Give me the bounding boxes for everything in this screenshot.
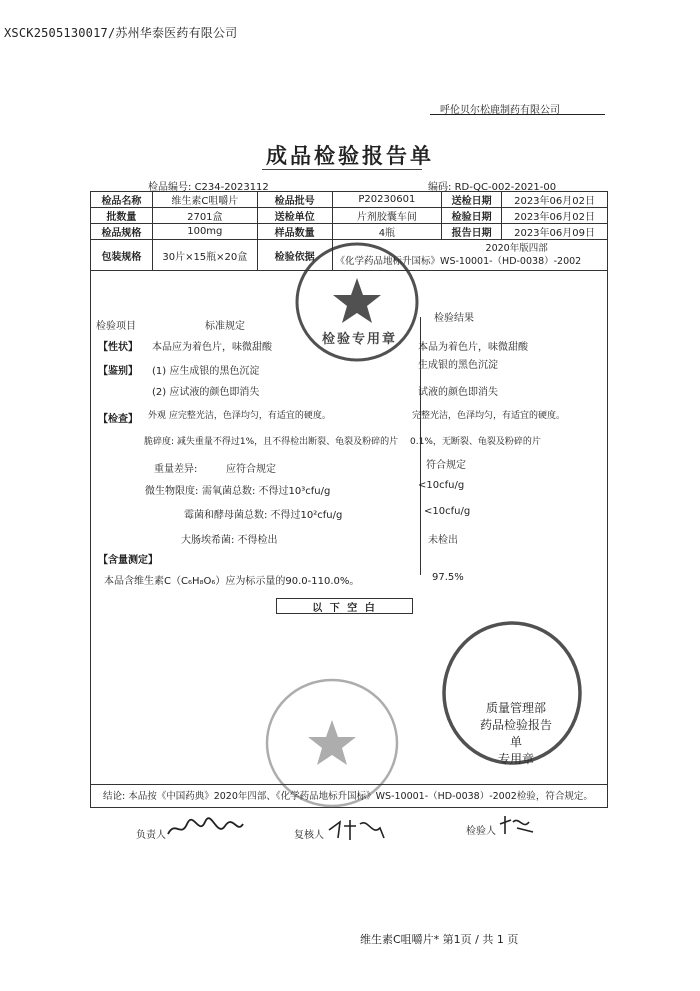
reviewer-label: 复核人 bbox=[294, 830, 324, 841]
friability-standard: 脆碎度: 减失重量不得过1%，且不得检出断裂、龟裂及粉碎的片 bbox=[144, 437, 399, 447]
blank-below-box: 以 下 空 白 bbox=[276, 598, 413, 614]
identification-label: 【鉴别】 bbox=[98, 366, 138, 377]
table-row: 检品名称 维生素C咀嚼片 检品批号 P20230601 送检日期 2023年06月02日 bbox=[91, 192, 608, 208]
assay-label: 【含量测定】 bbox=[98, 555, 158, 566]
reviewer-signature bbox=[326, 816, 388, 842]
ecoli-standard: 大肠埃希菌: 不得检出 bbox=[181, 535, 278, 546]
responsible-person-label: 负责人 bbox=[136, 830, 166, 841]
character-result: 本品为着色片，味微甜酸 bbox=[418, 342, 528, 353]
inspection-number: 检品编号: C234-2023112 bbox=[148, 182, 269, 193]
microbial-limit-label: 微生物限度: bbox=[145, 486, 199, 497]
appearance-standard: 外观 应完整光洁，色泽均匀，有适宜的硬度。 bbox=[148, 411, 331, 421]
table-row: 包装规格 30片×15瓶×20盒 检验依据 2020年版四部 《化学药品地标升国标》WS-10001-（HD-0038）-2002 bbox=[91, 240, 608, 271]
col-header-standard: 标准规定 bbox=[205, 321, 245, 332]
table-row: 批数量 2701盒 送检单位 片剂胶囊车间 检验日期 2023年06月02日 bbox=[91, 208, 608, 224]
identification-1-result: 生成银的黑色沉淀 bbox=[418, 360, 498, 371]
aerobic-count-standard: 需氧菌总数: 不得过10³cfu/g bbox=[202, 486, 331, 497]
document-code: 编码: RD-QC-002-2021-00 bbox=[428, 182, 557, 193]
inspector-label: 检验人 bbox=[466, 826, 496, 837]
sample-quantity: 4瓶 bbox=[332, 224, 442, 240]
qa-seal-text: 质量管理部 药品检验报告单 专用章 bbox=[479, 701, 552, 766]
inspection-seal-center: 检验专用章 bbox=[322, 332, 398, 347]
col-header-item: 检验项目 bbox=[96, 321, 136, 332]
responsible-signature bbox=[165, 816, 245, 842]
identification-1-standard: (1) 应生成银的黑色沉淀 bbox=[152, 366, 260, 377]
mold-count-standard: 霉菌和酵母菌总数: 不得过10²cfu/g bbox=[184, 510, 343, 521]
package-spec: 30片×15瓶×20盒 bbox=[152, 240, 257, 271]
conclusion-rule bbox=[90, 784, 608, 785]
weight-variation-standard: 应符合规定 bbox=[226, 464, 276, 475]
identification-2-result: 试液的颜色即消失 bbox=[418, 387, 498, 398]
table-row: 检品规格 100mg 样品数量 4瓶 报告日期 2023年06月09日 bbox=[91, 224, 608, 240]
product-name: 维生素C咀嚼片 bbox=[152, 192, 257, 208]
assay-standard: 本品含维生素C（C₆H₈O₆）应为标示量的90.0-110.0%。 bbox=[104, 576, 360, 587]
company-name: 呼伦贝尔松鹿制药有限公司 bbox=[440, 105, 560, 116]
character-label: 【性状】 bbox=[98, 342, 138, 353]
identification-2-standard: (2) 应试液的颜色即消失 bbox=[152, 387, 260, 398]
assay-result: 97.5% bbox=[432, 572, 464, 583]
weight-variation-result: 符合规定 bbox=[426, 460, 466, 471]
report-date: 2023年06月09日 bbox=[502, 224, 608, 240]
send-date: 2023年06月02日 bbox=[502, 192, 608, 208]
weight-variation-label: 重量差异: bbox=[154, 464, 198, 475]
batch-quantity: 2701盒 bbox=[152, 208, 257, 224]
character-standard: 本品应为着色片，味微甜酸 bbox=[152, 342, 272, 353]
document-id-header: XSCK2505130017/苏州华泰医药有限公司 bbox=[4, 26, 238, 40]
page-footer: 维生素C咀嚼片* 第1页 / 共 1 页 bbox=[360, 933, 519, 946]
friability-result: 0.1%，无断裂、龟裂及粉碎的片 bbox=[410, 437, 541, 447]
test-date: 2023年06月02日 bbox=[502, 208, 608, 224]
title-underline bbox=[262, 169, 422, 170]
product-spec: 100mg bbox=[152, 224, 257, 240]
appearance-result: 完整光洁，色泽均匀，有适宜的硬度。 bbox=[412, 411, 566, 421]
aerobic-count-result: <10cfu/g bbox=[418, 480, 465, 491]
inspector-signature bbox=[497, 812, 537, 838]
sending-department: 片剂胶囊车间 bbox=[332, 208, 442, 224]
page-title: 成品检验报告单 bbox=[266, 144, 434, 168]
test-basis: 2020年版四部 《化学药品地标升国标》WS-10001-（HD-0038）-2002 bbox=[332, 240, 607, 271]
batch-number: P20230601 bbox=[332, 192, 442, 208]
col-header-result: 检验结果 bbox=[434, 313, 474, 324]
check-label: 【检查】 bbox=[98, 414, 138, 425]
conclusion: 结论: 本品按《中国药典》2020年四部、《化学药品地标升国标》WS-10001-（HD-0038）-2002检验，符合规定。 bbox=[103, 791, 593, 802]
ecoli-result: 未检出 bbox=[428, 535, 458, 546]
header-rule bbox=[430, 114, 605, 115]
mold-count-result: <10cfu/g bbox=[424, 506, 471, 517]
